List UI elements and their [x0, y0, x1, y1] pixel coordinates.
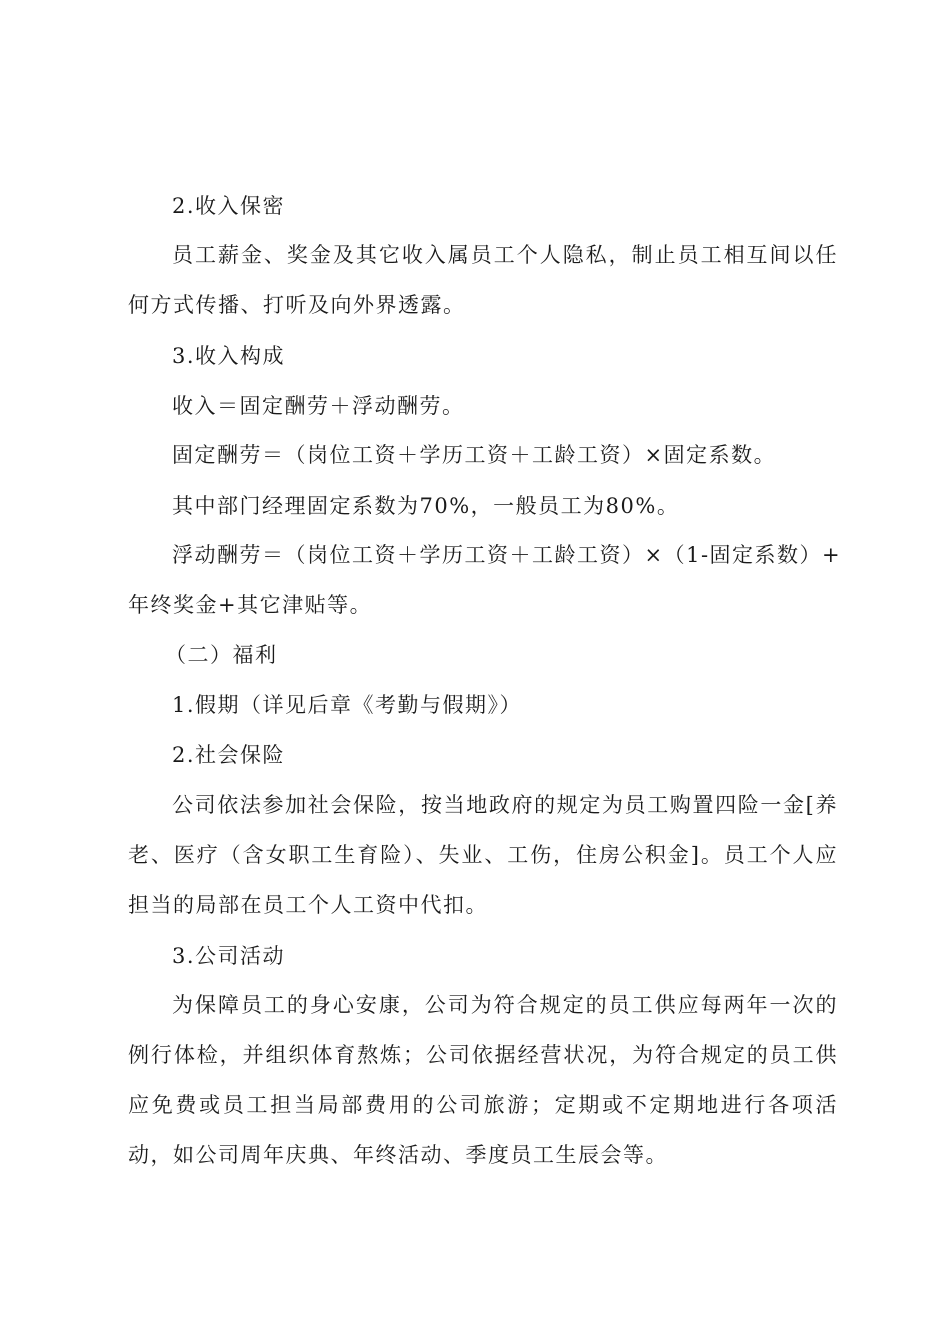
- heading-holidays: 1.假期（详见后章《考勤与假期》）: [172, 693, 523, 717]
- paragraph-line: 为保障员工的身心安康，公司为符合规定的员工供应每两年一次的: [172, 993, 838, 1017]
- heading-income-composition: 3.收入构成: [172, 344, 286, 368]
- heading-social-insurance: 2.社会保险: [172, 743, 286, 767]
- paragraph-line: 例行体检，并组织体育熬炼；公司依据经营状况，为符合规定的员工供: [128, 1043, 838, 1067]
- paragraph-line: 何方式传播、打听及向外界透露。: [128, 293, 466, 317]
- heading-welfare: （二）福利: [165, 643, 278, 667]
- heading-income-confidentiality: 2.收入保密: [172, 194, 286, 218]
- heading-company-activities: 3.公司活动: [172, 944, 286, 968]
- paragraph-line: 老、医疗（含女职工生育险）、失业、工伤，住房公积金]。员工个人应: [128, 843, 838, 867]
- paragraph-line: 员工薪金、奖金及其它收入属员工个人隐私，制止员工相互间以任: [172, 243, 838, 267]
- paragraph-line: 年终奖金+其它津贴等。: [128, 593, 373, 617]
- paragraph-line: 浮动酬劳＝（岗位工资＋学历工资＋工龄工资）×（1-固定系数）+: [172, 543, 842, 567]
- paragraph-line: 收入＝固定酬劳＋浮动酬劳。: [172, 394, 465, 418]
- paragraph-line: 其中部门经理固定系数为70%，一般员工为80%。: [172, 494, 680, 518]
- paragraph-line: 应免费或员工担当局部费用的公司旅游；定期或不定期地进行各项活: [128, 1093, 838, 1117]
- paragraph-line: 固定酬劳＝（岗位工资＋学历工资＋工龄工资）×固定系数。: [172, 443, 777, 467]
- paragraph-line: 公司依法参加社会保险，按当地政府的规定为员工购置四险一金[养: [172, 793, 838, 817]
- paragraph-line: 动，如公司周年庆典、年终活动、季度员工生辰会等。: [128, 1143, 668, 1167]
- paragraph-line: 担当的局部在员工个人工资中代扣。: [128, 893, 488, 917]
